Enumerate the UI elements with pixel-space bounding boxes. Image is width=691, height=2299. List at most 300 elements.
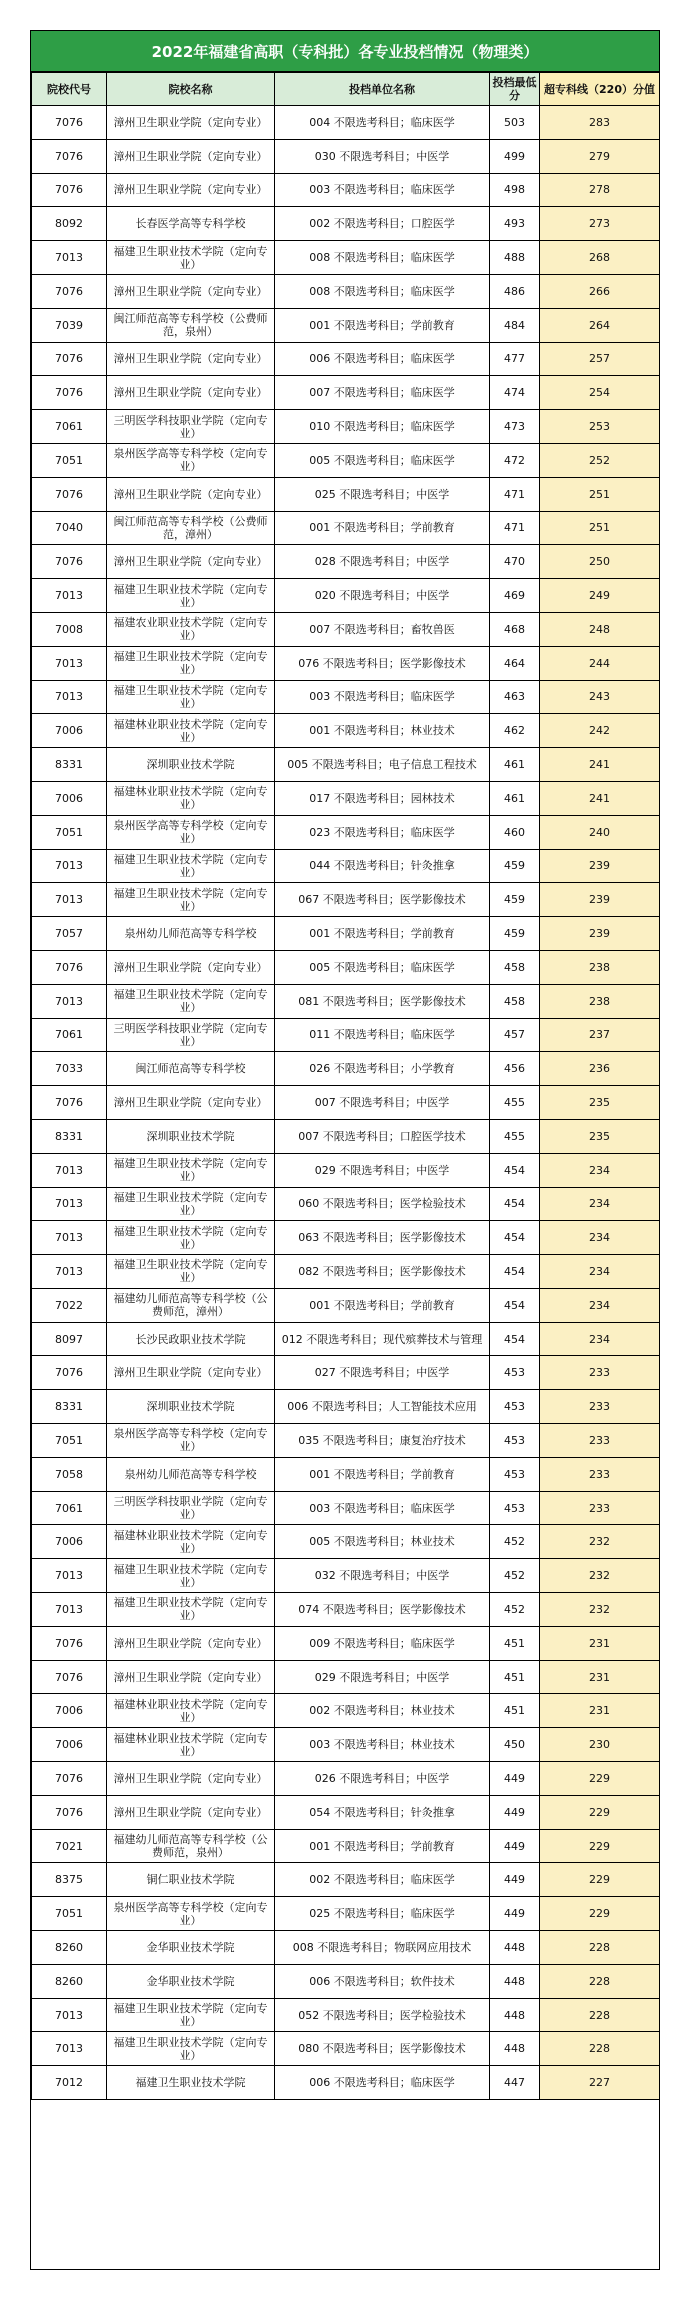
code-cell: 7013 (32, 2032, 107, 2066)
school-name-cell: 漳州卫生职业学院（定向专业） (107, 376, 275, 410)
over-line-cell: 233 (540, 1424, 660, 1458)
table-row (32, 883, 660, 917)
code-cell: 8331 (32, 748, 107, 782)
table-row (32, 1998, 660, 2032)
over-line-cell: 229 (540, 1762, 660, 1796)
school-name-cell: 福建农业职业技术学院（定向专业） (107, 612, 275, 646)
school-name-cell: 漳州卫生职业学院（定向专业） (107, 1086, 275, 1120)
table-row (32, 1086, 660, 1120)
min-score-cell: 449 (490, 1795, 540, 1829)
code-cell: 7076 (32, 274, 107, 308)
min-score-cell: 470 (490, 545, 540, 579)
over-line-cell: 240 (540, 815, 660, 849)
school-name-cell: 福建幼儿师范高等专科学校（公费师范，泉州） (107, 1829, 275, 1863)
min-score-cell: 456 (490, 1052, 540, 1086)
school-name-cell: 漳州卫生职业学院（定向专业） (107, 342, 275, 376)
table-row (32, 1457, 660, 1491)
min-score-cell: 454 (490, 1153, 540, 1187)
code-cell: 7013 (32, 849, 107, 883)
school-name-cell: 福建卫生职业技术学院（定向专业） (107, 2032, 275, 2066)
unit-name-cell: 006 不限选考科目；人工智能技术应用 (275, 1390, 490, 1424)
table-row (32, 714, 660, 748)
min-score-cell: 464 (490, 646, 540, 680)
over-line-cell: 235 (540, 1086, 660, 1120)
table-row (32, 511, 660, 545)
school-name-cell: 漳州卫生职业学院（定向专业） (107, 950, 275, 984)
min-score-cell: 453 (490, 1491, 540, 1525)
min-score-cell: 493 (490, 207, 540, 241)
over-line-cell: 232 (540, 1593, 660, 1627)
min-score-cell: 451 (490, 1694, 540, 1728)
unit-name-cell: 060 不限选考科目；医学检验技术 (275, 1187, 490, 1221)
header-row (32, 73, 660, 106)
unit-name-cell: 012 不限选考科目；现代殡葬技术与管理 (275, 1322, 490, 1356)
min-score-cell: 448 (490, 1931, 540, 1965)
code-cell: 7076 (32, 1626, 107, 1660)
unit-name-cell: 007 不限选考科目；畜牧兽医 (275, 612, 490, 646)
table-row (32, 815, 660, 849)
min-score-cell: 459 (490, 883, 540, 917)
min-score-cell: 455 (490, 1119, 540, 1153)
min-score-cell: 473 (490, 410, 540, 444)
school-name-cell: 漳州卫生职业学院（定向专业） (107, 173, 275, 207)
unit-name-cell: 002 不限选考科目；临床医学 (275, 1863, 490, 1897)
unit-name-cell: 025 不限选考科目；中医学 (275, 477, 490, 511)
min-score-cell: 474 (490, 376, 540, 410)
unit-name-cell: 008 不限选考科目；临床医学 (275, 241, 490, 275)
over-line-cell: 257 (540, 342, 660, 376)
min-score-cell: 452 (490, 1593, 540, 1627)
table-row (32, 376, 660, 410)
code-cell: 7076 (32, 376, 107, 410)
code-cell: 8331 (32, 1119, 107, 1153)
table-row (32, 2066, 660, 2100)
over-line-cell: 228 (540, 1931, 660, 1965)
min-score-cell: 449 (490, 1762, 540, 1796)
code-cell: 7021 (32, 1829, 107, 1863)
min-score-cell: 460 (490, 815, 540, 849)
over-line-cell: 251 (540, 511, 660, 545)
code-cell: 7076 (32, 1762, 107, 1796)
school-name-cell: 漳州卫生职业学院（定向专业） (107, 1762, 275, 1796)
school-name-cell: 漳州卫生职业学院（定向专业） (107, 1795, 275, 1829)
over-line-cell: 239 (540, 849, 660, 883)
unit-name-cell: 001 不限选考科目；学前教育 (275, 917, 490, 951)
unit-name-cell: 035 不限选考科目；康复治疗技术 (275, 1424, 490, 1458)
code-cell: 7076 (32, 1795, 107, 1829)
school-name-cell: 铜仁职业技术学院 (107, 1863, 275, 1897)
over-line-cell: 251 (540, 477, 660, 511)
over-line-cell: 233 (540, 1457, 660, 1491)
code-cell: 7022 (32, 1288, 107, 1322)
unit-name-cell: 003 不限选考科目；临床医学 (275, 680, 490, 714)
school-name-cell: 深圳职业技术学院 (107, 1390, 275, 1424)
code-cell: 7076 (32, 173, 107, 207)
school-name-cell: 福建卫生职业技术学院（定向专业） (107, 1187, 275, 1221)
over-line-cell: 264 (540, 308, 660, 342)
unit-name-cell: 026 不限选考科目；中医学 (275, 1762, 490, 1796)
min-score-cell: 454 (490, 1322, 540, 1356)
over-line-cell: 229 (540, 1829, 660, 1863)
min-score-cell: 462 (490, 714, 540, 748)
table-row (32, 1288, 660, 1322)
over-line-cell: 252 (540, 443, 660, 477)
unit-name-cell: 067 不限选考科目；医学影像技术 (275, 883, 490, 917)
over-line-cell: 228 (540, 1998, 660, 2032)
code-cell: 8097 (32, 1322, 107, 1356)
min-score-cell: 484 (490, 308, 540, 342)
code-cell: 7076 (32, 342, 107, 376)
over-line-cell: 230 (540, 1728, 660, 1762)
over-line-cell: 228 (540, 2032, 660, 2066)
over-line-cell: 232 (540, 1525, 660, 1559)
unit-name-cell: 005 不限选考科目；临床医学 (275, 443, 490, 477)
over-line-cell: 249 (540, 579, 660, 613)
unit-name-cell: 029 不限选考科目；中医学 (275, 1660, 490, 1694)
code-cell: 7013 (32, 1153, 107, 1187)
min-score-cell: 469 (490, 579, 540, 613)
min-score-cell: 449 (490, 1897, 540, 1931)
code-cell: 8092 (32, 207, 107, 241)
min-score-cell: 458 (490, 984, 540, 1018)
table-row (32, 1931, 660, 1965)
over-line-cell: 233 (540, 1356, 660, 1390)
table-row (32, 917, 660, 951)
code-cell: 7013 (32, 1255, 107, 1289)
unit-name-cell: 023 不限选考科目；临床医学 (275, 815, 490, 849)
min-score-cell: 452 (490, 1525, 540, 1559)
unit-name-cell: 081 不限选考科目；医学影像技术 (275, 984, 490, 1018)
over-line-cell: 229 (540, 1897, 660, 1931)
school-name-cell: 漳州卫生职业学院（定向专业） (107, 477, 275, 511)
school-name-cell: 福建卫生职业技术学院（定向专业） (107, 1559, 275, 1593)
code-cell: 7076 (32, 477, 107, 511)
school-name-cell: 泉州医学高等专科学校（定向专业） (107, 1424, 275, 1458)
unit-name-cell: 005 不限选考科目；临床医学 (275, 950, 490, 984)
table-row (32, 545, 660, 579)
code-cell: 7013 (32, 1221, 107, 1255)
school-name-cell: 福建林业职业技术学院（定向专业） (107, 1728, 275, 1762)
code-cell: 7006 (32, 1525, 107, 1559)
unit-name-cell: 005 不限选考科目；电子信息工程技术 (275, 748, 490, 782)
school-name-cell: 福建林业职业技术学院（定向专业） (107, 714, 275, 748)
code-cell: 7013 (32, 883, 107, 917)
school-name-cell: 福建林业职业技术学院（定向专业） (107, 1525, 275, 1559)
over-line-cell: 234 (540, 1255, 660, 1289)
unit-name-cell: 020 不限选考科目；中医学 (275, 579, 490, 613)
min-score-cell: 472 (490, 443, 540, 477)
code-cell: 7013 (32, 1559, 107, 1593)
school-name-cell: 福建卫生职业技术学院（定向专业） (107, 1593, 275, 1627)
over-line-cell: 268 (540, 241, 660, 275)
over-line-cell: 231 (540, 1660, 660, 1694)
table-row (32, 1964, 660, 1998)
table-row (32, 950, 660, 984)
table-row (32, 612, 660, 646)
code-cell: 7033 (32, 1052, 107, 1086)
table-row (32, 1153, 660, 1187)
min-score-cell: 457 (490, 1018, 540, 1052)
over-line-cell: 236 (540, 1052, 660, 1086)
code-cell: 7051 (32, 443, 107, 477)
over-line-cell: 243 (540, 680, 660, 714)
code-cell: 7013 (32, 579, 107, 613)
over-line-cell: 238 (540, 950, 660, 984)
school-name-cell: 三明医学科技职业学院（定向专业） (107, 410, 275, 444)
table-row (32, 579, 660, 613)
code-cell: 7076 (32, 1356, 107, 1390)
code-cell: 7008 (32, 612, 107, 646)
unit-name-cell: 006 不限选考科目；临床医学 (275, 342, 490, 376)
school-name-cell: 深圳职业技术学院 (107, 1119, 275, 1153)
school-name-cell: 福建卫生职业技术学院（定向专业） (107, 646, 275, 680)
over-line-cell: 234 (540, 1153, 660, 1187)
over-line-cell: 231 (540, 1626, 660, 1660)
unit-name-cell: 030 不限选考科目；中医学 (275, 139, 490, 173)
school-name-cell: 闽江师范高等专科学校（公费师范，泉州） (107, 308, 275, 342)
unit-name-cell: 002 不限选考科目；口腔医学 (275, 207, 490, 241)
school-name-cell: 深圳职业技术学院 (107, 748, 275, 782)
code-cell: 7040 (32, 511, 107, 545)
over-line-cell: 283 (540, 106, 660, 140)
over-line-cell: 266 (540, 274, 660, 308)
code-cell: 7013 (32, 1998, 107, 2032)
code-cell: 7061 (32, 410, 107, 444)
school-name-cell: 福建卫生职业技术学院（定向专业） (107, 579, 275, 613)
col-header-code: 院校代号 (32, 73, 107, 106)
min-score-cell: 452 (490, 1559, 540, 1593)
school-name-cell: 闽江师范高等专科学校 (107, 1052, 275, 1086)
table-row (32, 1626, 660, 1660)
min-score-cell: 459 (490, 917, 540, 951)
table-row (32, 1795, 660, 1829)
min-score-cell: 471 (490, 477, 540, 511)
school-name-cell: 福建卫生职业技术学院（定向专业） (107, 1255, 275, 1289)
unit-name-cell: 003 不限选考科目；林业技术 (275, 1728, 490, 1762)
over-line-cell: 234 (540, 1288, 660, 1322)
school-name-cell: 泉州幼儿师范高等专科学校 (107, 1457, 275, 1491)
table-row (32, 1660, 660, 1694)
min-score-cell: 453 (490, 1390, 540, 1424)
unit-name-cell: 026 不限选考科目；小学教育 (275, 1052, 490, 1086)
table-row (32, 274, 660, 308)
over-line-cell: 233 (540, 1390, 660, 1424)
unit-name-cell: 028 不限选考科目；中医学 (275, 545, 490, 579)
min-score-cell: 477 (490, 342, 540, 376)
code-cell: 7061 (32, 1491, 107, 1525)
unit-name-cell: 009 不限选考科目；临床医学 (275, 1626, 490, 1660)
table-row (32, 1694, 660, 1728)
table-row (32, 1187, 660, 1221)
code-cell: 7057 (32, 917, 107, 951)
over-line-cell: 234 (540, 1221, 660, 1255)
over-line-cell: 234 (540, 1187, 660, 1221)
unit-name-cell: 007 不限选考科目；口腔医学技术 (275, 1119, 490, 1153)
code-cell: 7013 (32, 1187, 107, 1221)
unit-name-cell: 006 不限选考科目；软件技术 (275, 1964, 490, 1998)
over-line-cell: 234 (540, 1322, 660, 1356)
table-row (32, 1559, 660, 1593)
school-name-cell: 漳州卫生职业学院（定向专业） (107, 106, 275, 140)
code-cell: 7061 (32, 1018, 107, 1052)
unit-name-cell: 001 不限选考科目；学前教育 (275, 1829, 490, 1863)
min-score-cell: 448 (490, 1998, 540, 2032)
table-row (32, 1762, 660, 1796)
school-name-cell: 福建卫生职业技术学院（定向专业） (107, 984, 275, 1018)
school-name-cell: 漳州卫生职业学院（定向专业） (107, 545, 275, 579)
table-row (32, 173, 660, 207)
unit-name-cell: 006 不限选考科目；临床医学 (275, 2066, 490, 2100)
over-line-cell: 237 (540, 1018, 660, 1052)
unit-name-cell: 032 不限选考科目；中医学 (275, 1559, 490, 1593)
school-name-cell: 漳州卫生职业学院（定向专业） (107, 1660, 275, 1694)
school-name-cell: 闽江师范高等专科学校（公费师范，漳州） (107, 511, 275, 545)
code-cell: 7039 (32, 308, 107, 342)
school-name-cell: 金华职业技术学院 (107, 1931, 275, 1965)
code-cell: 7006 (32, 1694, 107, 1728)
min-score-cell: 451 (490, 1660, 540, 1694)
school-name-cell: 福建林业职业技术学院（定向专业） (107, 1694, 275, 1728)
over-line-cell: 239 (540, 917, 660, 951)
min-score-cell: 499 (490, 139, 540, 173)
school-name-cell: 福建卫生职业技术学院 (107, 2066, 275, 2100)
unit-name-cell: 002 不限选考科目；林业技术 (275, 1694, 490, 1728)
over-line-cell: 239 (540, 883, 660, 917)
unit-name-cell: 004 不限选考科目；临床医学 (275, 106, 490, 140)
unit-name-cell: 008 不限选考科目；临床医学 (275, 274, 490, 308)
unit-name-cell: 082 不限选考科目；医学影像技术 (275, 1255, 490, 1289)
unit-name-cell: 063 不限选考科目；医学影像技术 (275, 1221, 490, 1255)
min-score-cell: 451 (490, 1626, 540, 1660)
school-name-cell: 三明医学科技职业学院（定向专业） (107, 1018, 275, 1052)
unit-name-cell: 074 不限选考科目；医学影像技术 (275, 1593, 490, 1627)
table-row (32, 1119, 660, 1153)
school-name-cell: 漳州卫生职业学院（定向专业） (107, 274, 275, 308)
table-row (32, 781, 660, 815)
school-name-cell: 漳州卫生职业学院（定向专业） (107, 1626, 275, 1660)
table-row (32, 1255, 660, 1289)
school-name-cell: 福建卫生职业技术学院（定向专业） (107, 680, 275, 714)
unit-name-cell: 025 不限选考科目；临床医学 (275, 1897, 490, 1931)
code-cell: 7006 (32, 1728, 107, 1762)
table-row (32, 2032, 660, 2066)
table-row (32, 984, 660, 1018)
over-line-cell: 248 (540, 612, 660, 646)
table-row (32, 1863, 660, 1897)
code-cell: 7006 (32, 714, 107, 748)
min-score-cell: 448 (490, 2032, 540, 2066)
table-row (32, 1525, 660, 1559)
unit-name-cell: 010 不限选考科目；临床医学 (275, 410, 490, 444)
min-score-cell: 488 (490, 241, 540, 275)
unit-name-cell: 007 不限选考科目；中医学 (275, 1086, 490, 1120)
min-score-cell: 455 (490, 1086, 540, 1120)
table-row (32, 849, 660, 883)
min-score-cell: 498 (490, 173, 540, 207)
over-line-cell: 254 (540, 376, 660, 410)
over-line-cell: 241 (540, 781, 660, 815)
col-header-name: 院校名称 (107, 73, 275, 106)
table-row (32, 1491, 660, 1525)
code-cell: 7051 (32, 1897, 107, 1931)
code-cell: 7013 (32, 646, 107, 680)
table-row (32, 1593, 660, 1627)
col-header-unit: 投档单位名称 (275, 73, 490, 106)
unit-name-cell: 001 不限选考科目；学前教育 (275, 511, 490, 545)
col-header-over-line: 超专科线（220）分值 (540, 73, 660, 106)
table-row (32, 1829, 660, 1863)
school-name-cell: 福建卫生职业技术学院（定向专业） (107, 849, 275, 883)
code-cell: 8260 (32, 1931, 107, 1965)
min-score-cell: 450 (490, 1728, 540, 1762)
min-score-cell: 453 (490, 1457, 540, 1491)
school-name-cell: 三明医学科技职业学院（定向专业） (107, 1491, 275, 1525)
score-sheet (30, 30, 660, 2270)
min-score-cell: 454 (490, 1255, 540, 1289)
min-score-cell: 503 (490, 106, 540, 140)
over-line-cell: 279 (540, 139, 660, 173)
unit-name-cell: 001 不限选考科目；学前教育 (275, 1457, 490, 1491)
unit-name-cell: 001 不限选考科目；学前教育 (275, 308, 490, 342)
school-name-cell: 福建卫生职业技术学院（定向专业） (107, 1221, 275, 1255)
school-name-cell: 泉州幼儿师范高等专科学校 (107, 917, 275, 951)
unit-name-cell: 080 不限选考科目；医学影像技术 (275, 2032, 490, 2066)
school-name-cell: 漳州卫生职业学院（定向专业） (107, 139, 275, 173)
min-score-cell: 454 (490, 1288, 540, 1322)
code-cell: 7076 (32, 950, 107, 984)
school-name-cell: 福建卫生职业技术学院（定向专业） (107, 1153, 275, 1187)
min-score-cell: 468 (490, 612, 540, 646)
over-line-cell: 229 (540, 1863, 660, 1897)
table-row (32, 680, 660, 714)
over-line-cell: 233 (540, 1491, 660, 1525)
code-cell: 7013 (32, 1593, 107, 1627)
min-score-cell: 471 (490, 511, 540, 545)
unit-name-cell: 001 不限选考科目；学前教育 (275, 1288, 490, 1322)
unit-name-cell: 003 不限选考科目；临床医学 (275, 1491, 490, 1525)
min-score-cell: 448 (490, 1964, 540, 1998)
over-line-cell: 253 (540, 410, 660, 444)
min-score-cell: 461 (490, 781, 540, 815)
table-body (32, 106, 660, 2100)
col-header-min-score: 投档最低分 (490, 73, 540, 106)
unit-name-cell: 054 不限选考科目；针灸推拿 (275, 1795, 490, 1829)
min-score-cell: 459 (490, 849, 540, 883)
min-score-cell: 486 (490, 274, 540, 308)
table-row (32, 646, 660, 680)
table-row (32, 1018, 660, 1052)
table-row (32, 443, 660, 477)
school-name-cell: 福建卫生职业技术学院（定向专业） (107, 883, 275, 917)
table-row (32, 139, 660, 173)
school-name-cell: 泉州医学高等专科学校（定向专业） (107, 815, 275, 849)
over-line-cell: 278 (540, 173, 660, 207)
table-row (32, 241, 660, 275)
over-line-cell: 273 (540, 207, 660, 241)
over-line-cell: 241 (540, 748, 660, 782)
admission-table (31, 72, 660, 2100)
table-row (32, 308, 660, 342)
school-name-cell: 福建林业职业技术学院（定向专业） (107, 781, 275, 815)
min-score-cell: 449 (490, 1863, 540, 1897)
school-name-cell: 福建卫生职业技术学院（定向专业） (107, 1998, 275, 2032)
unit-name-cell: 005 不限选考科目；林业技术 (275, 1525, 490, 1559)
school-name-cell: 漳州卫生职业学院（定向专业） (107, 1356, 275, 1390)
min-score-cell: 447 (490, 2066, 540, 2100)
code-cell: 8375 (32, 1863, 107, 1897)
table-row (32, 106, 660, 140)
unit-name-cell: 007 不限选考科目；临床医学 (275, 376, 490, 410)
